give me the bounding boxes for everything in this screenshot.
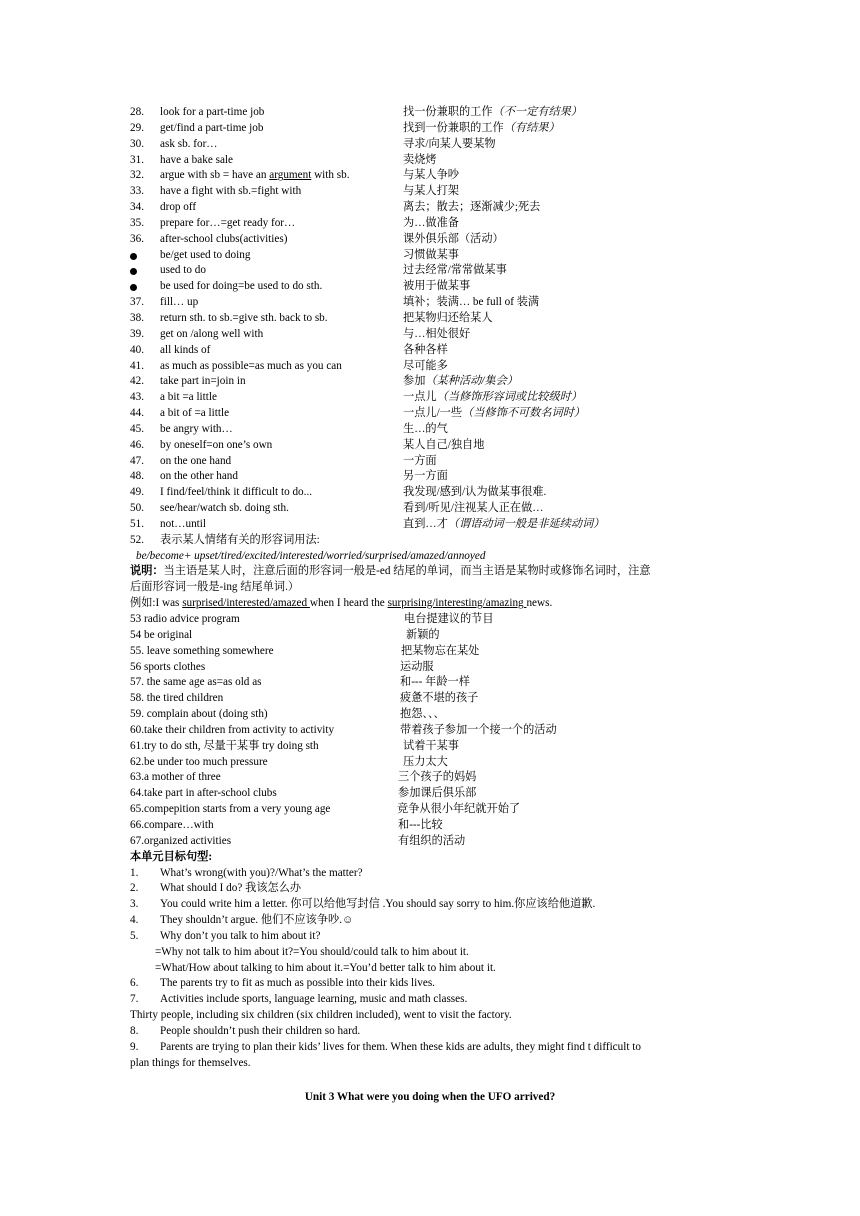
list-item: 44. a bit of =a little 一点儿/一些（当修饰不可数名词时）	[130, 407, 586, 420]
note-line: 说明：当主语是某人时，注意后面的形容词一般是-ed 结尾的单词，而当主语是某物时或修饰名词时，注意	[130, 565, 651, 578]
bullet-icon	[130, 253, 137, 260]
bullet-icon	[130, 284, 137, 291]
phrase-list	[130, 105, 740, 1071]
sentence-item: =Why not talk to him about it?=You should/could talk to him about it.	[155, 945, 469, 958]
list-item: 55. leave something somewhere 把某物忘在某处	[130, 644, 480, 657]
list-item: 65.compepition starts from a very young age 竞争从很小年纪就开始了	[130, 803, 521, 816]
list-item: 30. ask sb. for… 寻求/向某人要某物	[130, 137, 496, 150]
list-item: 34. drop off 离去；散去；逐渐减少;死去	[130, 201, 541, 214]
bullet-icon	[130, 268, 137, 275]
bullet-item: be used for doing=be used to do sth. 被用于做某事	[130, 279, 740, 295]
list-item: 40. all kinds of 各种各样	[130, 343, 448, 356]
sentence-item: 7. Activities include sports, language learning, music and math classes.	[130, 993, 468, 1006]
list-item: 56 sports clothes 运动服	[130, 660, 434, 673]
list-item: 48. on the other hand 另一方面	[130, 470, 448, 483]
list-item: 58. the tired children 疲惫不堪的孩子	[130, 692, 479, 705]
sentence-item: =What/How about talking to him about it.=You’d better talk to him about it.	[155, 961, 496, 974]
list-item: 36. after-school clubs(activities) 课外俱乐部（活动）	[130, 232, 504, 245]
note-label: 说明：	[130, 565, 164, 578]
list-item: 52. 表示某人情绪有关的形容词用法:	[130, 533, 320, 546]
note-line-continued: 后面形容词一般是-ing 结尾单词.）	[130, 581, 300, 594]
list-item: 31. have a bake sale 卖烧烤	[130, 153, 437, 166]
list-item: 32. argue with sb = have an argument with sb. 与某人争吵	[130, 169, 459, 182]
list-item: 66.compare…with 和---比较	[130, 818, 443, 831]
list-item: 38. return sth. to sb.=give sth. back to sb. 把某物归还给某人	[130, 311, 493, 324]
list-item: 63.a mother of three 三个孩子的妈妈	[130, 771, 477, 784]
list-item: 67.organized activities 有组织的活动	[130, 834, 466, 847]
list-item: 54 be original 新颖的	[130, 628, 440, 641]
list-item: 53 radio advice program 电台提建议的节目	[130, 613, 494, 625]
list-item: 42. take part in=join in 参加（某种活动/集会）	[130, 375, 518, 388]
list-item: 64.take part in after-school clubs 参加课后俱乐部	[130, 787, 477, 800]
list-item: 46. by oneself=on one’s own 某人自己/独自地	[130, 438, 485, 451]
list-item: 41. as much as possible=as much as you can 尽可能多	[130, 359, 448, 372]
sentence-item: 6. The parents try to fit as much as possible into their kids lives.	[130, 977, 435, 990]
list-item: 33. have a fight with sb.=fight with 与某人打架	[130, 185, 459, 198]
sentence-item: Thirty people, including six children (six children included), went to visit the factory.	[130, 1009, 512, 1022]
list-item: 49. I find/feel/think it difficult to do... 我发现/感到/认为做某事很难.	[130, 486, 547, 499]
list-item: 57. the same age as=as old as 和--- 年龄一样	[130, 676, 470, 689]
list-item: 29. get/find a part-time job 找到一份兼职的工作（有结果）	[130, 121, 560, 134]
sentence-item: 9. Parents are trying to plan their kids’ lives for them. When these kids are adults, they might find t difficult to	[130, 1040, 641, 1053]
section-heading: 本单元目标句型:	[130, 850, 213, 863]
list-item: 47. on the one hand 一方面	[130, 454, 437, 467]
sentence-item: 8. People shouldn’t push their children so hard.	[130, 1024, 361, 1037]
list-item: 37. fill… up 填补；装满… be full of 装满	[130, 296, 540, 309]
list-item: 59. complain about (doing sth) 抱怨、、、	[130, 708, 445, 721]
bullet-item: used to do 过去经常/常常做某事	[130, 263, 740, 279]
bullet-item: be/get used to doing 习惯做某事	[130, 248, 740, 264]
sentence-item: 1. What’s wrong(with you)?/What’s the matter?	[130, 866, 363, 879]
example-line: 例如:I was surprised/interested/amazed when I heard the surprising/interesting/amazing news.	[130, 597, 553, 610]
list-item: 28. look for a part-time job 找一份兼职的工作（不一定有结果）	[130, 106, 583, 118]
list-item: 45. be angry with… 生…的气	[130, 422, 448, 435]
sentence-item: 3. You could write him a letter. 你可以给他写封信 .You should say sorry to him.你应该给他道歉.	[130, 898, 596, 911]
sentence-item: plan things for themselves.	[130, 1056, 251, 1069]
list-item: 62.be under too much pressure 压力太大	[130, 755, 448, 768]
list-item: 50. see/hear/watch sb. doing sth. 看到/听见/注视某人正在做…	[130, 502, 544, 515]
sentence-item: 5. Why don’t you talk to him about it?	[130, 929, 321, 942]
adjective-usage-line: be/become+ upset/tired/excited/interested/worried/surprised/amazed/annoyed	[136, 549, 486, 562]
list-item: 43. a bit =a little 一点儿（当修饰形容词或比较级时）	[130, 391, 583, 404]
unit-title: Unit 3 What were you doing when the UFO arrived?	[304, 1091, 556, 1103]
list-item: 39. get on /along well with 与…相处很好	[130, 327, 471, 340]
sentence-item: 2. What should I do? 我该怎么办	[130, 882, 302, 895]
list-item: 51. not…until 直到…才（谓语动词一般是非延续动词）	[130, 517, 605, 530]
list-item: 35. prepare for…=get ready for… 为…做准备	[130, 216, 459, 229]
list-item: 61.try to do sth, 尽量干某事 try doing sth 试着干某事	[130, 739, 459, 752]
list-item: 60.take their children from activity to activity 带着孩子参加一个接一个的活动	[130, 723, 557, 736]
sentence-item: 4. They shouldn’t argue. 他们不应该争吵.☺	[130, 914, 354, 927]
